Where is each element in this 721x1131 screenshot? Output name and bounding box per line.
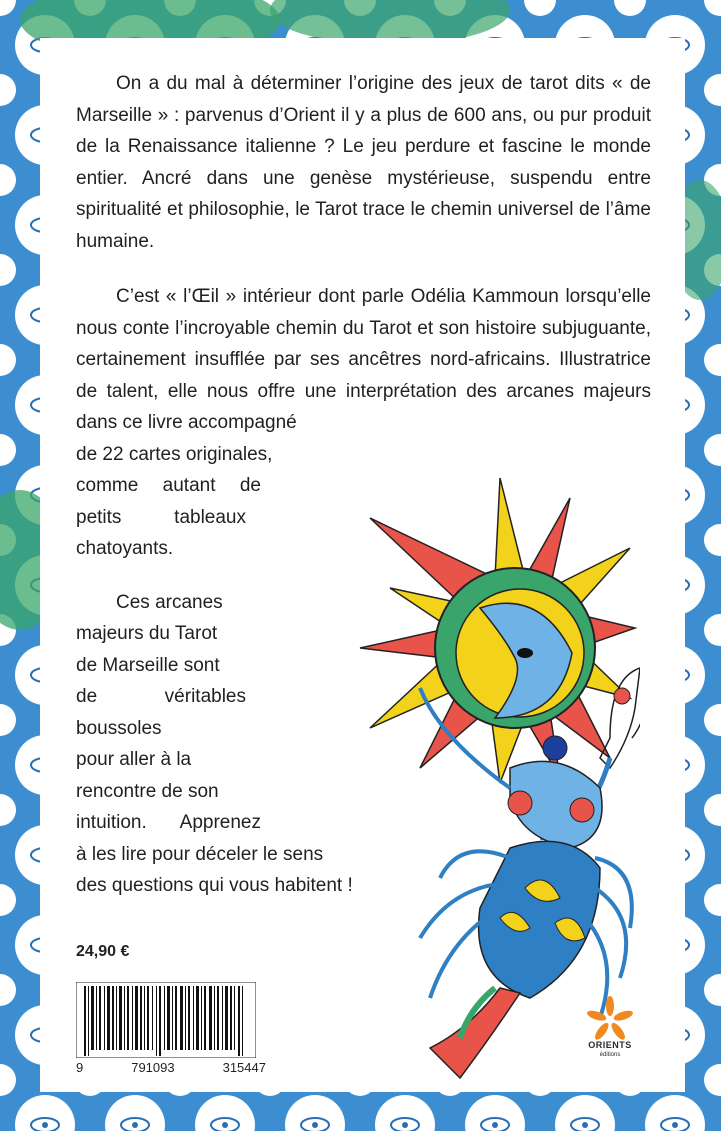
publisher-subtitle: éditions bbox=[599, 1052, 621, 1058]
text-line: chatoyants. bbox=[76, 538, 174, 559]
paragraph-2: C’est « l’Œil » intérieur dont parle Odélia Kammoun lorsqu’elle nous conte l’incroyable chemin du Tarot et son histoire subjuguante, certainement insufflée par ses ancêtres nord-africains. Illustratrice de talent, elle nous offre une interprétation des arcanes majeurs dans ce livre accompagné bbox=[76, 286, 651, 433]
price-label: 24,90 € bbox=[76, 943, 130, 960]
isbn-digit-group: 315447 bbox=[222, 1060, 266, 1075]
text-line: à les lire pour déceler le sens bbox=[76, 843, 324, 865]
text-line: de véritables bbox=[76, 686, 246, 707]
publisher-name: ORIENTS bbox=[588, 1040, 632, 1050]
isbn-digit-group: 9 bbox=[76, 1060, 84, 1075]
text-line: des questions qui vous habitent ! bbox=[76, 875, 353, 896]
barcode-bars bbox=[76, 982, 256, 1058]
isbn-barcode bbox=[76, 982, 266, 1075]
text-line: de Marseille sont bbox=[76, 654, 220, 676]
text-line: Ces arcanes bbox=[116, 591, 223, 613]
paragraph-1: On a du mal à déterminer l’origine des jeux de tarot dits « de Marseille » : parvenus d’Orient il y a plus de 600 ans, ou pur produit de la Renaissance italienne ? Le jeu perdure et fascine le monde entier. Ancré dans une genèse mystérieuse, suspendu entre spiritualité et philosophie, le Tarot trace le chemin universel de l’âme humaine. bbox=[76, 73, 651, 252]
sun-lobster-illustration bbox=[310, 438, 640, 1088]
text-line: petits tableaux bbox=[76, 506, 246, 528]
star-icon bbox=[570, 996, 650, 1040]
isbn-digit-group: 791093 bbox=[131, 1060, 175, 1075]
text-line: majeurs du Tarot bbox=[76, 623, 218, 644]
back-cover-panel bbox=[40, 38, 685, 1092]
isbn-digits bbox=[76, 1060, 266, 1075]
text-line: pour aller à la bbox=[76, 749, 192, 770]
publisher-logo bbox=[570, 996, 650, 1071]
text-line: intuition. Apprenez bbox=[76, 812, 261, 833]
text-line: boussoles bbox=[76, 717, 162, 739]
text-line: rencontre de son bbox=[76, 780, 219, 802]
text-line: de 22 cartes originales, bbox=[76, 443, 273, 465]
text-line: comme autant de bbox=[76, 475, 261, 496]
